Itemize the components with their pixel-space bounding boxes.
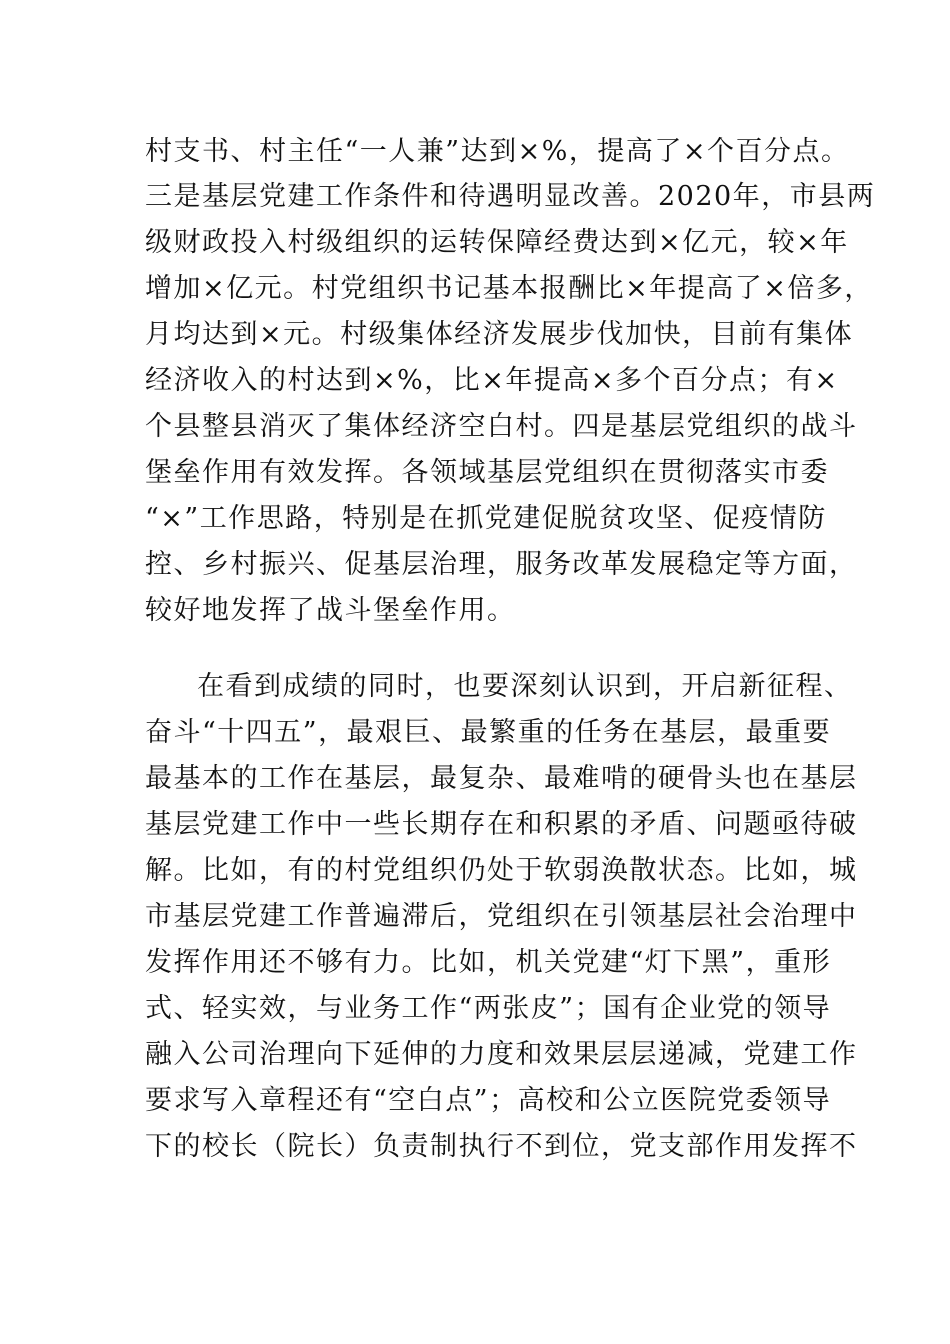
text-line: 村支书、村主任“一人兼”达到×%，提高了×个百分点。 — [145, 136, 850, 167]
text-line: 下的校长（院长）负责制执行不到位，党支部作用发挥不 — [145, 1131, 858, 1162]
text-line: 较好地发挥了战斗堡垒作用。 — [145, 595, 516, 626]
text-line: 基层党建工作中一些长期存在和积累的矛盾、问题亟待破 — [145, 809, 858, 840]
text-line: 式、轻实效，与业务工作“两张皮”；国有企业党的领导 — [145, 993, 832, 1024]
text-line: 最基本的工作在基层，最复杂、最难啃的硬骨头也在基层 — [145, 763, 858, 794]
text-line: 堡垒作用有效发挥。各领域基层党组织在贯彻落实市委 — [145, 457, 829, 488]
text-line: 发挥作用还不够有力。比如，机关党建“灯下黑”，重形 — [145, 947, 832, 978]
text-line: 市基层党建工作普遍滞后，党组织在引领基层社会治理中 — [145, 901, 858, 932]
text-line: 融入公司治理向下延伸的力度和效果层层递减，党建工作 — [145, 1039, 858, 1070]
text-line: 解。比如，有的村党组织仍处于软弱涣散状态。比如，城 — [145, 855, 858, 886]
text-line: 增加×亿元。村党组织书记基本报酬比×年提高了×倍多， — [145, 273, 873, 304]
text-line: 月均达到×元。村级集体经济发展步伐加快，目前有集体 — [145, 319, 854, 350]
text-line: 级财政投入村级组织的运转保障经费达到×亿元，较×年 — [145, 227, 849, 258]
text-line: 三是基层党建工作条件和待遇明显改善。2020年，市县两 — [145, 181, 876, 212]
paragraph-first-line: 在看到成绩的同时，也要深刻认识到，开启新征程、 — [197, 671, 853, 702]
text-line: 经济收入的村达到×%，比×年提高×多个百分点；有× — [145, 365, 839, 396]
text-line: 个县整县消灭了集体经济空白村。四是基层党组织的战斗 — [145, 411, 858, 442]
text-line: 要求写入章程还有“空白点”；高校和公立医院党委领导 — [145, 1085, 832, 1116]
text-line: “×”工作思路，特别是在抓党建促脱贫攻坚、促疫情防 — [145, 503, 827, 534]
text-line: 奋斗“十四五”，最艰巨、最繁重的任务在基层，最重要 — [145, 717, 832, 748]
text-line: 控、乡村振兴、促基层治理，服务改革发展稳定等方面， — [145, 549, 858, 580]
